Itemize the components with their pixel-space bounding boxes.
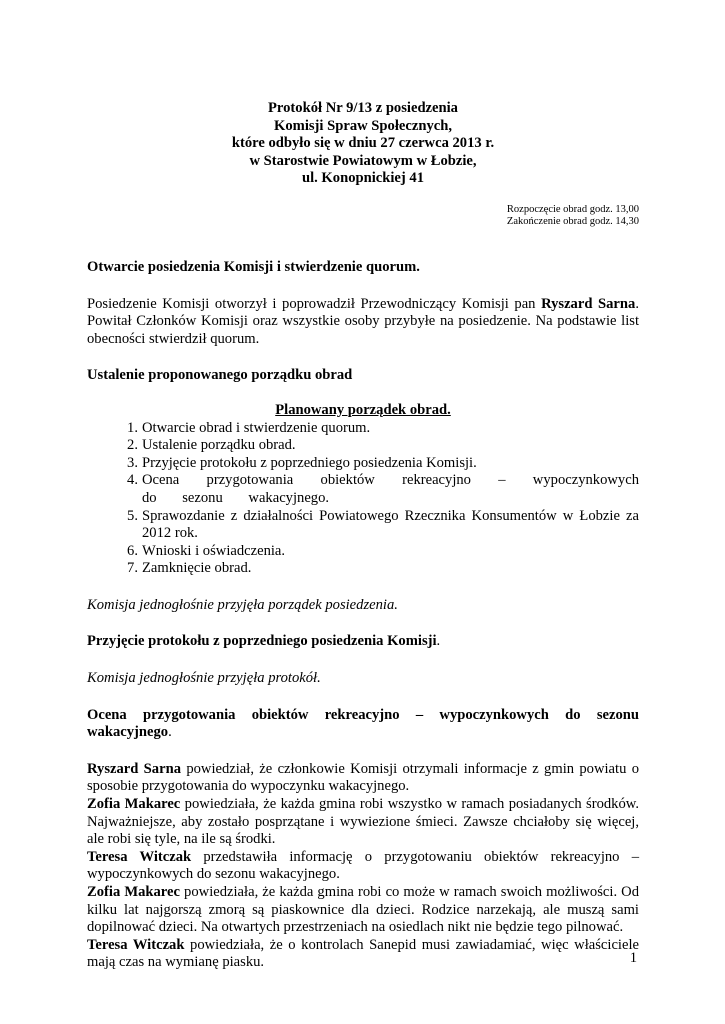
statements-block xyxy=(87,761,639,972)
opening-text-after: . Powitał Członków Komisji oraz wszystkie osoby przybyłe na posiedzenie. Na podstawie list obecności stwierdził quorum. xyxy=(87,295,639,347)
statement xyxy=(87,761,639,796)
minutes-heading-line xyxy=(87,633,639,651)
statement-text: przedstawiła informację o przygotowaniu obiektów rekreacyjno – wypoczynkowych do sezonu wakacyjnego. xyxy=(87,848,639,883)
agenda-item xyxy=(127,472,639,507)
document-page xyxy=(87,100,639,972)
statement xyxy=(87,849,639,884)
assessment-heading-suffix: . xyxy=(168,724,172,741)
agenda-item-text: Otwarcie obrad i stwierdzenie quorum. xyxy=(142,419,371,436)
opening-heading: Otwarcie posiedzenia Komisji i stwierdzenie quorum. xyxy=(87,258,420,275)
session-times xyxy=(87,204,639,229)
agenda-item-number: 7. xyxy=(127,560,138,577)
agenda-list xyxy=(87,420,639,578)
chair-name: Ryszard Sarna xyxy=(541,295,636,312)
agenda-item-number: 2. xyxy=(127,437,138,454)
title-line-3: które odbyło się w dniu 27 czerwca 2013 r. xyxy=(231,135,495,152)
statement-text: powiedziała, że każda gmina robi co może w ramach swoich możliwości. Od kilku lat najgorszą zmorą są piaskownice dla dzieci. Rodzice narzekają, ale muszą sami dopilnować dzieci. Na otwartych przestrzeniach na osiedlach nikt nie będzie tego pilnować. xyxy=(87,884,640,936)
title-line-2: Komisji Spraw Społecznych, xyxy=(274,117,452,134)
agenda-heading: Ustalenie proponowanego porządku obrad xyxy=(87,367,353,384)
statement xyxy=(87,884,639,937)
agenda-item-text: Przyjęcie protokołu z poprzedniego posiedzenia Komisji. xyxy=(142,454,477,471)
statement-text: powiedział, że członkowie Komisji otrzymali informacje z gmin powiatu o sposobie przygotowania do wypoczynku wakacyjnego. xyxy=(87,760,639,795)
assessment-heading: Ocena przygotowania obiektów rekreacyjno – wypoczynkowych do sezonu wakacyjnego xyxy=(87,706,639,741)
minutes-heading: Przyjęcie protokołu z poprzedniego posiedzenia Komisji xyxy=(87,633,437,650)
minutes-resolution: Komisja jednogłośnie przyjęła protokół. xyxy=(87,670,321,687)
document-title xyxy=(87,100,639,188)
statement-text: powiedziała, że o kontrolach Sanepid musi zawiadamiać, więc właściciele mają czas na wymianę piasku. xyxy=(87,936,639,971)
agenda-item xyxy=(127,437,639,455)
opening-paragraph xyxy=(87,296,639,349)
agenda-item xyxy=(127,507,639,543)
statement xyxy=(87,796,639,849)
agenda-list-title: Planowany porządek obrad. xyxy=(275,401,451,418)
agenda-item-number: 1. xyxy=(127,419,138,436)
statement-speaker: Zofia Makarec xyxy=(87,796,181,813)
title-line-1: Protokół Nr 9/13 z posiedzenia xyxy=(268,100,458,116)
agenda-item-text: Zamknięcie obrad. xyxy=(142,560,252,577)
agenda-item-text: Sprawozdanie z działalności Powiatowego Rzecznika Konsumentów w Łobzie za 2012 rok. xyxy=(142,507,639,542)
agenda-item-text: Ocena przygotowania obiektów rekreacyjno – wypoczynkowych do sezonu wakacyjnego. xyxy=(142,472,639,506)
minutes-heading-suffix: . xyxy=(436,633,441,650)
agenda-item xyxy=(127,542,639,561)
title-line-5: ul. Konopnickiej 41 xyxy=(301,170,425,187)
statement-speaker: Teresa Witczak xyxy=(87,936,185,953)
statement-speaker: Teresa Witczak xyxy=(87,848,192,865)
agenda-item-number: 3. xyxy=(127,454,138,471)
agenda-resolution: Komisja jednogłośnie przyjęła porządek posiedzenia. xyxy=(87,596,398,613)
statement-text: powiedziała, że każda gmina robi wszystko w ramach posiadanych środków. Najważniejsze, aby zostało posprzątane i wywiezione śmieci. Zawsze chciałoby się więcej, ale robi się tyle, na ile są środki. xyxy=(87,796,639,848)
opening-text-before: Posiedzenie Komisji otworzył i poprowadził Przewodniczący Komisji pan xyxy=(87,295,536,312)
agenda-item-text: Ustalenie porządku obrad. xyxy=(142,437,296,454)
page-number: 1 xyxy=(629,950,637,966)
agenda-item xyxy=(127,419,639,438)
agenda-item-number: 6. xyxy=(127,542,138,559)
agenda-item xyxy=(127,560,639,578)
assessment-heading-line xyxy=(87,707,639,742)
end-time: Zakończenie obrad godz. 14,30 xyxy=(506,216,639,228)
agenda-item xyxy=(127,454,639,473)
statement-speaker: Ryszard Sarna xyxy=(87,760,181,777)
agenda-item-text: Wnioski i oświadczenia. xyxy=(142,542,286,559)
statement xyxy=(87,937,639,972)
title-line-4: w Starostwie Powiatowym w Łobzie, xyxy=(249,152,477,169)
agenda-item-number: 5. xyxy=(127,507,138,524)
statement-speaker: Zofia Makarec xyxy=(87,884,180,900)
agenda-item-number: 4. xyxy=(127,472,138,489)
start-time: Rozpoczęcie obrad godz. 13,00 xyxy=(506,203,639,215)
